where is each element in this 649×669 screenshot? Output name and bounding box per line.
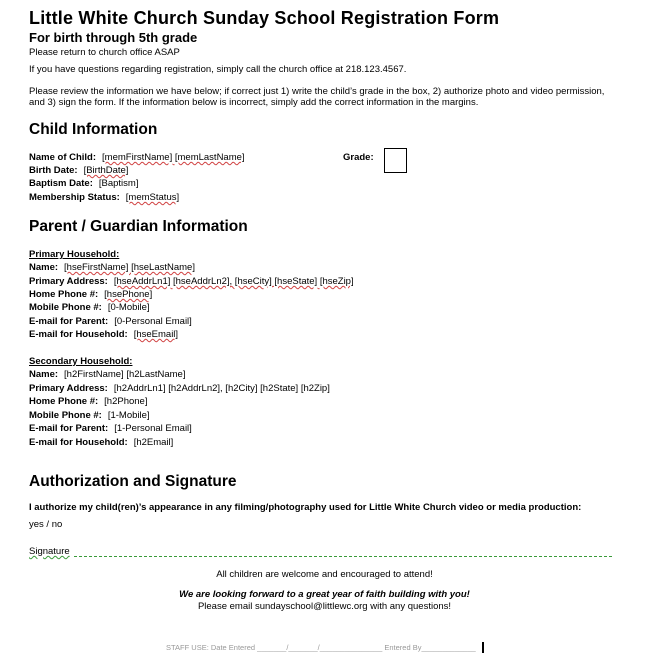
primary-email-parent-row xyxy=(29,316,192,327)
secondary-home-phone-row xyxy=(29,396,147,407)
membership-status-value[interactable]: [memStatus] xyxy=(125,192,180,203)
secondary-home-phone-label: Home Phone #: xyxy=(29,396,99,407)
membership-status-label: Membership Status: xyxy=(29,192,120,203)
signature-label: Signature xyxy=(29,546,70,557)
primary-email-household-label: E-mail for Household: xyxy=(29,329,128,340)
primary-email-parent-label: E-mail for Parent: xyxy=(29,316,109,327)
secondary-email-household-label: E-mail for Household: xyxy=(29,437,128,448)
secondary-mobile-label: Mobile Phone #: xyxy=(29,410,102,421)
return-note: Please return to church office ASAP xyxy=(29,47,180,58)
baptism-date-row xyxy=(29,178,138,189)
grade-input-box[interactable] xyxy=(384,148,407,173)
child-name-value[interactable]: [memFirstName] [memLastName] xyxy=(102,152,245,163)
secondary-email-household-row xyxy=(29,437,173,448)
primary-name-row xyxy=(29,262,195,273)
secondary-email-household-value[interactable]: [h2Email] xyxy=(133,437,174,448)
questions-note: If you have questions regarding registration, simply call the church office at 218.123.4567. xyxy=(29,64,407,75)
birth-date-value[interactable]: [BirthDate] xyxy=(83,165,129,176)
secondary-mobile-value[interactable]: [1-Mobile] xyxy=(107,410,150,421)
primary-home-phone-row xyxy=(29,289,152,300)
primary-name-value[interactable]: [hseFirstName] [hseLastName] xyxy=(64,262,195,273)
membership-status-row xyxy=(29,192,179,203)
primary-home-phone-label: Home Phone #: xyxy=(29,289,99,300)
secondary-name-row xyxy=(29,369,185,380)
staff-use-line: STAFF USE: Date Entered _______/_______/_______________ Entered By_____________ xyxy=(166,643,476,652)
authorization-heading: Authorization and Signature xyxy=(29,473,237,490)
secondary-name-value[interactable]: [h2FirstName] [h2LastName] xyxy=(64,369,186,380)
secondary-name-label: Name: xyxy=(29,369,59,380)
primary-mobile-value[interactable]: [0-Mobile] xyxy=(107,302,150,313)
form-subtitle: For birth through 5th grade xyxy=(29,30,198,45)
text-cursor xyxy=(482,642,484,653)
yes-no-options[interactable]: yes / no xyxy=(29,519,63,530)
primary-home-phone-value[interactable]: [hsePhone] xyxy=(104,289,153,300)
primary-mobile-row xyxy=(29,302,150,313)
authorization-statement: I authorize my child(ren)’s appearance in any filming/photography used for Little White Church video or media production: xyxy=(29,502,582,513)
welcome-message: All children are welcome and encouraged to attend! xyxy=(216,569,433,580)
primary-address-label: Primary Address: xyxy=(29,276,108,287)
looking-forward-message: We are looking forward to a great year of faith building with you! xyxy=(179,589,470,600)
secondary-address-label: Primary Address: xyxy=(29,383,108,394)
primary-email-parent-value[interactable]: [0-Personal Email] xyxy=(114,316,192,327)
primary-email-household-row xyxy=(29,329,178,340)
primary-mobile-label: Mobile Phone #: xyxy=(29,302,102,313)
form-title: Little White Church Sunday School Registration Form xyxy=(29,8,500,28)
primary-address-row xyxy=(29,276,354,287)
primary-name-label: Name: xyxy=(29,262,59,273)
baptism-date-value[interactable]: [Baptism] xyxy=(98,178,139,189)
signature-line[interactable] xyxy=(74,556,612,557)
secondary-email-parent-value[interactable]: [1-Personal Email] xyxy=(114,423,192,434)
secondary-address-row xyxy=(29,383,330,394)
child-info-heading: Child Information xyxy=(29,121,158,138)
primary-email-household-value[interactable]: [hseEmail] xyxy=(133,329,179,340)
child-name-label: Name of Child: xyxy=(29,152,97,163)
secondary-email-parent-row xyxy=(29,423,192,434)
primary-household-label: Primary Household: xyxy=(29,249,120,260)
birth-date-label: Birth Date: xyxy=(29,165,78,176)
baptism-date-label: Baptism Date: xyxy=(29,178,93,189)
email-message: Please email sundayschool@littlewc.org with any questions! xyxy=(197,601,452,612)
primary-household-heading xyxy=(29,249,119,260)
grade-label: Grade: xyxy=(343,152,374,163)
instructions-line-1: Please review the information we have below; if correct just 1) write the child’s grade in the box, 2) authorize photo and video permission, xyxy=(29,86,605,97)
parent-info-heading: Parent / Guardian Information xyxy=(29,218,248,235)
secondary-home-phone-value[interactable]: [h2Phone] xyxy=(104,396,148,407)
secondary-address-value[interactable]: [h2AddrLn1] [h2AddrLn2], [h2City] [h2State] [h2Zip] xyxy=(113,383,330,394)
primary-address-value[interactable]: [hseAddrLn1] [hseAddrLn2], [hseCity] [hseState] [hseZip] xyxy=(113,276,354,287)
secondary-household-label: Secondary Household: xyxy=(29,356,133,367)
secondary-mobile-row xyxy=(29,410,150,421)
secondary-household-heading xyxy=(29,356,132,367)
birth-date-row xyxy=(29,165,128,176)
instructions-line-2: and 3) sign the form. If the information below is incorrect, simply add the correct information in the margins. xyxy=(29,97,479,108)
child-name-row xyxy=(29,152,245,163)
secondary-email-parent-label: E-mail for Parent: xyxy=(29,423,109,434)
